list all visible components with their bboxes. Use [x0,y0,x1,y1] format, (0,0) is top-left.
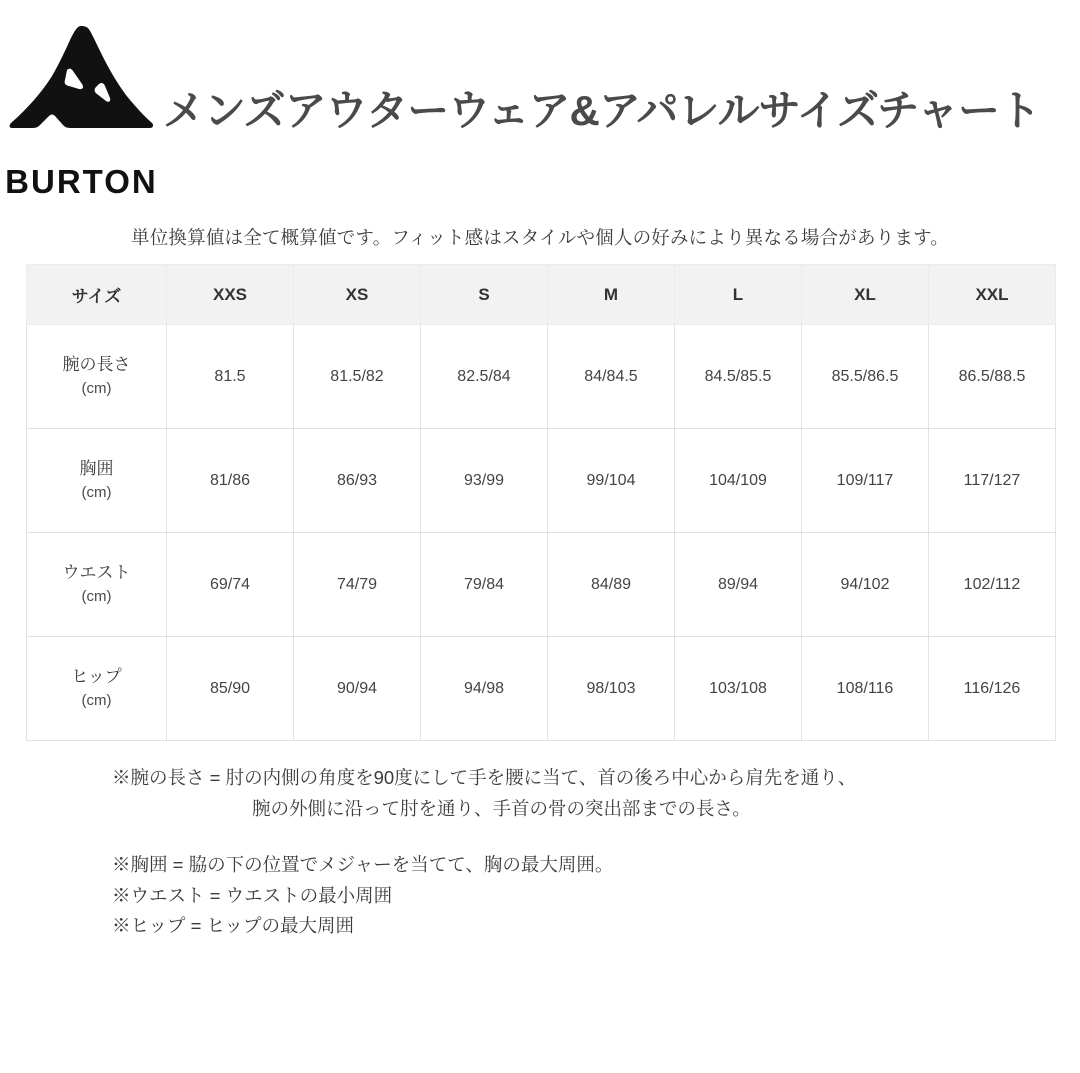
footnote-sleeve-line2: 腕の外側に沿って肘を通り、手首の骨の突出部までの長さ。 [252,797,751,819]
cell-sleeve-xxs: 81.5 [167,325,294,429]
brand-logo [0,18,163,198]
cell-chest-xxl: 117/127 [929,429,1056,533]
column-header-s: S [421,265,548,325]
table-row [27,429,1056,533]
column-header-xxl: XXL [929,265,1056,325]
row-label-sleeve [27,325,167,429]
mountain-icon [7,24,155,159]
column-header-m: M [548,265,675,325]
cell-waist-l: 89/94 [675,533,802,637]
column-header-l: L [675,265,802,325]
cell-chest-m: 99/104 [548,429,675,533]
row-label-text: ウエスト [62,563,131,583]
footnote-spacer [112,824,1080,850]
table-row [27,637,1056,741]
cell-sleeve-s: 82.5/84 [421,325,548,429]
page-header [0,0,1080,198]
cell-sleeve-xxl: 86.5/88.5 [929,325,1056,429]
cell-waist-xs: 74/79 [294,533,421,637]
cell-hip-s: 94/98 [421,637,548,741]
cell-chest-l: 104/109 [675,429,802,533]
cell-waist-xxs: 69/74 [167,533,294,637]
table-row [27,533,1056,637]
row-label-hip [27,637,167,741]
brand-wordmark: BURTON [5,163,158,200]
row-label-unit: (cm) [81,483,112,501]
footnote-hip: ※ヒップ = ヒップの最大周囲 [112,915,354,937]
row-label-unit: (cm) [81,587,112,605]
cell-sleeve-xs: 81.5/82 [294,325,421,429]
row-label-text: 腕の長さ [62,355,131,375]
cell-sleeve-m: 84/84.5 [548,325,675,429]
cell-waist-xxl: 102/112 [929,533,1056,637]
cell-hip-l: 103/108 [675,637,802,741]
cell-sleeve-xl: 85.5/86.5 [802,325,929,429]
size-table-wrapper [26,264,1054,741]
cell-hip-xxs: 85/90 [167,637,294,741]
row-label-waist [27,533,167,637]
cell-hip-m: 98/103 [548,637,675,741]
cell-waist-s: 79/84 [421,533,548,637]
cell-chest-xs: 86/93 [294,429,421,533]
column-header-xs: XS [294,265,421,325]
column-header-size: サイズ [27,265,167,325]
cell-waist-xl: 94/102 [802,533,929,637]
column-header-xl: XL [802,265,929,325]
cell-hip-xl: 108/116 [802,637,929,741]
row-label-unit: (cm) [81,379,112,397]
page-title: メンズアウターウェア&アパレルサイズチャート [162,87,1040,134]
table-row [27,325,1056,429]
footnote-waist: ※ウエスト = ウエストの最小周囲 [112,884,393,906]
size-table [26,264,1056,741]
cell-chest-xl: 109/117 [802,429,929,533]
footnotes [0,763,1080,942]
footnote-sleeve-line1: ※腕の長さ = 肘の内側の角度を90度にして手を腰に当て、首の後ろ中心から肩先を通り、 [112,767,857,788]
row-label-chest [27,429,167,533]
cell-hip-xs: 90/94 [294,637,421,741]
table-header-row [27,265,1056,325]
footnote-chest: ※胸囲 = 脇の下の位置でメジャーを当てて、胸の最大周囲。 [112,854,614,876]
row-label-unit: (cm) [81,691,112,709]
row-label-text: ヒップ [71,667,122,687]
row-label-text: 胸囲 [79,459,114,479]
cell-chest-s: 93/99 [421,429,548,533]
column-header-xxs: XXS [167,265,294,325]
cell-hip-xxl: 116/126 [929,637,1056,741]
cell-waist-m: 84/89 [548,533,675,637]
cell-sleeve-l: 84.5/85.5 [675,325,802,429]
cell-chest-xxs: 81/86 [167,429,294,533]
conversion-note: 単位換算値は全て概算値です。フィット感はスタイルや個人の好みにより異なる場合があります。 [131,227,949,248]
